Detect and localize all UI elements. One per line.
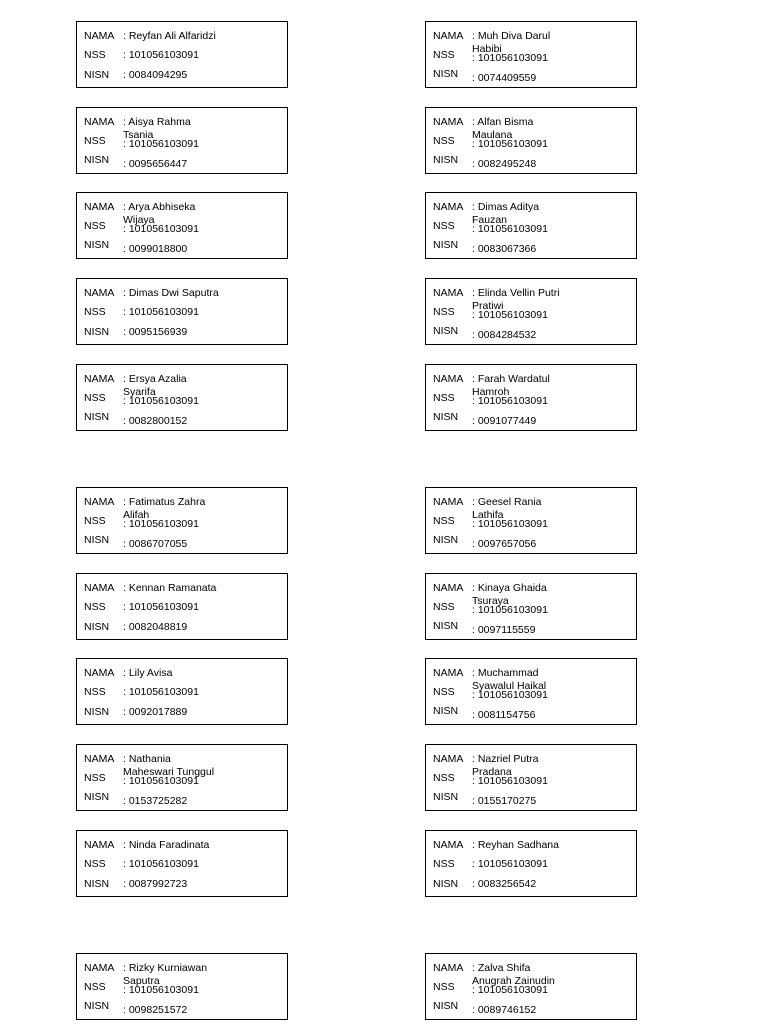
- nss-value: : 101056103091: [123, 984, 199, 996]
- nss-value: : 101056103091: [472, 223, 548, 235]
- nama-label: NAMA: [84, 667, 115, 679]
- student-name: : Muchammad: [472, 667, 539, 679]
- student-label-card: [425, 830, 637, 897]
- nss-label: NSS: [433, 135, 455, 147]
- nisn-label: NISN: [433, 68, 459, 80]
- student-label-card: [425, 658, 637, 725]
- student-name: : Ersya Azalia: [123, 373, 187, 385]
- nisn-label: NISN: [84, 1000, 110, 1012]
- student-label-card: [76, 953, 288, 1020]
- student-name: Hamroh: [472, 386, 510, 398]
- nisn-label: NISN: [433, 325, 459, 337]
- student-name: Anugrah Zainudin: [472, 975, 555, 987]
- nss-value: : 101056103091: [123, 138, 199, 150]
- nss-label: NSS: [433, 49, 455, 61]
- nisn-value: : 0097115559: [472, 624, 536, 636]
- student-label-card: [76, 107, 288, 174]
- nama-label: NAMA: [433, 839, 464, 851]
- nama-label: NAMA: [433, 667, 464, 679]
- student-name: Fauzan: [472, 214, 508, 226]
- student-name: : Rizky Kurniawan: [123, 962, 208, 974]
- nss-value: : 101056103091: [123, 49, 199, 61]
- student-name: Tsuraya: [472, 595, 509, 607]
- student-name: : Aisya Rahma: [123, 116, 191, 128]
- student-name: : Dimas Dwi Saputra: [123, 287, 219, 299]
- nisn-label: NISN: [84, 621, 110, 633]
- student-name: Wijaya: [123, 214, 155, 226]
- student-label-card: [76, 192, 288, 259]
- nss-label: NSS: [84, 858, 106, 870]
- nisn-value: : 0082495248: [472, 158, 537, 170]
- student-name: Habibi: [472, 43, 502, 55]
- student-name: Alifah: [123, 509, 150, 521]
- student-label-card: [425, 192, 637, 259]
- nisn-value: : 0084094295: [123, 69, 188, 81]
- student-name: : Zalva Shifa: [472, 962, 531, 974]
- nisn-label: NISN: [84, 326, 110, 338]
- nama-label: NAMA: [433, 287, 464, 299]
- nss-value: : 101056103091: [472, 689, 548, 701]
- student-name: Pradana: [472, 766, 512, 778]
- nss-value: : 101056103091: [472, 518, 548, 530]
- nss-value: : 101056103091: [123, 775, 199, 787]
- nss-label: NSS: [433, 392, 455, 404]
- nss-label: NSS: [433, 772, 455, 784]
- nss-label: NSS: [84, 392, 106, 404]
- nss-value: : 101056103091: [472, 395, 548, 407]
- student-name: Lathifa: [472, 509, 504, 521]
- student-name: : Reyfan Ali Alfaridzi: [123, 30, 216, 42]
- student-label-card: [76, 573, 288, 640]
- nisn-value: : 0074409559: [472, 72, 537, 84]
- nisn-label: NISN: [433, 705, 459, 717]
- nisn-value: : 0095656447: [123, 158, 188, 170]
- student-name: Maheswari Tunggul: [123, 766, 215, 778]
- nss-value: : 101056103091: [472, 309, 548, 321]
- student-name: : Fatimatus Zahra: [123, 496, 206, 508]
- nss-label: NSS: [84, 135, 106, 147]
- nss-label: NSS: [84, 686, 106, 698]
- nama-label: NAMA: [433, 496, 464, 508]
- student-name: : Ninda Faradinata: [123, 839, 210, 851]
- nisn-value: : 0087992723: [123, 878, 188, 890]
- nama-label: NAMA: [84, 287, 115, 299]
- nss-value: : 101056103091: [123, 223, 199, 235]
- nss-label: NSS: [433, 981, 455, 993]
- nisn-value: : 0155170275: [472, 795, 537, 807]
- nss-label: NSS: [433, 601, 455, 613]
- nss-value: : 101056103091: [472, 858, 548, 870]
- student-name: Tsania: [123, 129, 154, 141]
- nisn-label: NISN: [433, 154, 459, 166]
- student-name: : Nathania: [123, 753, 171, 765]
- nama-label: NAMA: [84, 496, 115, 508]
- student-name: : Nazriel Putra: [472, 753, 539, 765]
- nss-value: : 101056103091: [123, 858, 199, 870]
- student-name: : Geesel Rania: [472, 496, 542, 508]
- nisn-label: NISN: [433, 534, 459, 546]
- student-name: : Muh Diva Darul: [472, 30, 551, 42]
- nisn-label: NISN: [433, 878, 459, 890]
- nss-label: NSS: [433, 858, 455, 870]
- nisn-value: : 0092017889: [123, 706, 188, 718]
- nisn-value: : 0083256542: [472, 878, 537, 890]
- nama-label: NAMA: [433, 116, 464, 128]
- nisn-value: : 0089746152: [472, 1004, 537, 1016]
- nisn-label: NISN: [84, 791, 110, 803]
- nisn-value: : 0098251572: [123, 1004, 188, 1016]
- student-name: : Farah Wardatul: [472, 373, 550, 385]
- nisn-label: NISN: [433, 791, 459, 803]
- nisn-value: : 0083067366: [472, 243, 537, 255]
- nama-label: NAMA: [433, 582, 464, 594]
- nss-label: NSS: [84, 772, 106, 784]
- nss-value: : 101056103091: [472, 604, 548, 616]
- student-label-card: [425, 953, 637, 1020]
- nisn-label: NISN: [433, 239, 459, 251]
- student-label-card: [76, 278, 288, 345]
- student-name: : Reyhan Sadhana: [472, 839, 559, 851]
- nisn-label: NISN: [84, 534, 110, 546]
- nss-value: : 101056103091: [123, 518, 199, 530]
- nss-label: NSS: [433, 515, 455, 527]
- nama-label: NAMA: [433, 753, 464, 765]
- student-name: Maulana: [472, 129, 513, 141]
- nisn-label: NISN: [84, 706, 110, 718]
- nisn-value: : 0099018800: [123, 243, 188, 255]
- student-label-card: [425, 107, 637, 174]
- nisn-label: NISN: [433, 620, 459, 632]
- student-label-card: [425, 573, 637, 640]
- nisn-label: NISN: [84, 878, 110, 890]
- student-name: Syarifa: [123, 386, 156, 398]
- nama-label: NAMA: [84, 753, 115, 765]
- nisn-value: : 0086707055: [123, 538, 188, 550]
- nama-label: NAMA: [84, 201, 115, 213]
- nisn-value: : 0082048819: [123, 621, 188, 633]
- nss-label: NSS: [433, 686, 455, 698]
- nisn-value: : 0097657056: [472, 538, 537, 550]
- nisn-label: NISN: [433, 411, 459, 423]
- student-label-card: [425, 278, 637, 345]
- student-name: Syawalul Haikal: [472, 680, 547, 692]
- student-label-card: [76, 364, 288, 431]
- student-label-card: [425, 744, 637, 811]
- nss-value: : 101056103091: [123, 601, 199, 613]
- nss-label: NSS: [84, 601, 106, 613]
- nama-label: NAMA: [84, 839, 115, 851]
- student-label-card: [76, 658, 288, 725]
- nisn-value: : 0095156939: [123, 326, 188, 338]
- student-label-card: [425, 364, 637, 431]
- nss-value: : 101056103091: [123, 686, 199, 698]
- student-name: : Alfan Bisma: [472, 116, 534, 128]
- student-label-card: [425, 487, 637, 554]
- student-name: : Dimas Aditya: [472, 201, 540, 213]
- nama-label: NAMA: [433, 962, 464, 974]
- nss-value: : 101056103091: [123, 395, 199, 407]
- nss-value: : 101056103091: [472, 775, 548, 787]
- nss-value: : 101056103091: [472, 138, 548, 150]
- student-label-card: [76, 487, 288, 554]
- student-name: : Kennan Ramanata: [123, 582, 217, 594]
- nss-label: NSS: [84, 981, 106, 993]
- nisn-value: : 0081154756: [472, 709, 536, 721]
- student-name: : Elinda Vellin Putri: [472, 287, 560, 299]
- nisn-label: NISN: [84, 154, 110, 166]
- student-name: Pratiwi: [472, 300, 504, 312]
- nama-label: NAMA: [433, 201, 464, 213]
- nisn-value: : 0082800152: [123, 415, 188, 427]
- nss-label: NSS: [433, 220, 455, 232]
- nama-label: NAMA: [84, 962, 115, 974]
- nss-label: NSS: [84, 306, 106, 318]
- nama-label: NAMA: [84, 582, 115, 594]
- nss-label: NSS: [84, 49, 106, 61]
- nss-label: NSS: [84, 515, 106, 527]
- nisn-value: : 0091077449: [472, 415, 537, 427]
- nss-value: : 101056103091: [472, 52, 548, 64]
- nisn-label: NISN: [433, 1000, 459, 1012]
- nisn-value: : 0153725282: [123, 795, 188, 807]
- student-name: : Arya Abhiseka: [123, 201, 196, 213]
- nss-label: NSS: [433, 306, 455, 318]
- student-label-card: [425, 21, 637, 88]
- student-label-card: [76, 21, 288, 88]
- nisn-value: : 0084284532: [472, 329, 537, 341]
- nama-label: NAMA: [84, 373, 115, 385]
- nisn-label: NISN: [84, 69, 110, 81]
- nama-label: NAMA: [84, 30, 115, 42]
- nss-value: : 101056103091: [472, 984, 548, 996]
- student-label-card: [76, 830, 288, 897]
- nama-label: NAMA: [84, 116, 115, 128]
- nama-label: NAMA: [433, 30, 464, 42]
- nss-label: NSS: [84, 220, 106, 232]
- student-label-card: [76, 744, 288, 811]
- nss-value: : 101056103091: [123, 306, 199, 318]
- student-name: : Lily Avisa: [123, 667, 173, 679]
- nama-label: NAMA: [433, 373, 464, 385]
- student-name: Saputra: [123, 975, 160, 987]
- student-name: : Kinaya Ghaida: [472, 582, 547, 594]
- nisn-label: NISN: [84, 411, 110, 423]
- nisn-label: NISN: [84, 239, 110, 251]
